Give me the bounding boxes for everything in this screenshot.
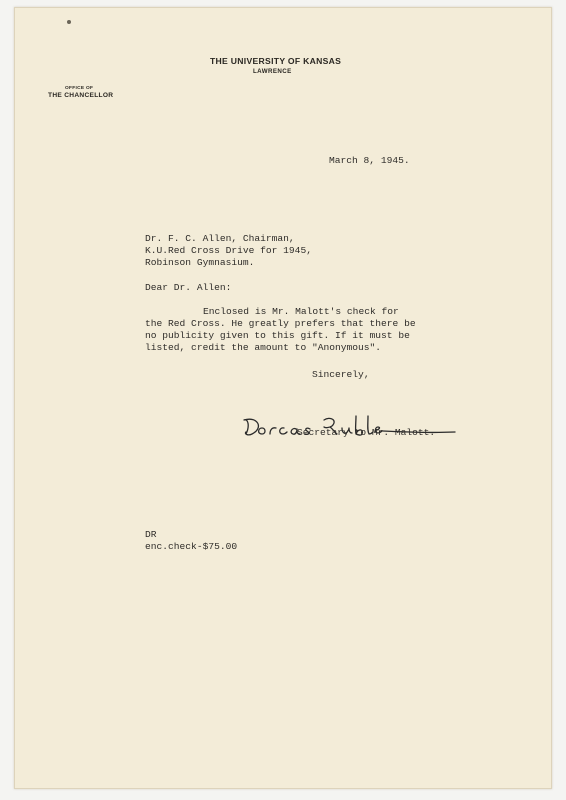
letterhead-university: THE UNIVERSITY OF KANSAS — [210, 56, 342, 66]
signer-title: Secretary to Mr. Malott. — [297, 427, 436, 438]
letterhead-office-of: OFFICE OF — [65, 86, 94, 91]
recipient-line-2: K.U.Red Cross Drive for 1945, — [145, 245, 312, 256]
letterhead-city: LAWRENCE — [253, 68, 292, 75]
letterhead-office-name: THE CHANCELLOR — [48, 92, 114, 99]
recipient-line-1: Dr. F. C. Allen, Chairman, — [145, 233, 295, 244]
salutation: Dear Dr. Allen: — [145, 282, 232, 293]
typist-initials: DR — [145, 529, 157, 540]
closing: Sincerely, — [312, 369, 370, 380]
body-line-1: Enclosed is Mr. Malott's check for — [203, 306, 399, 317]
body-line-2: the Red Cross. He greatly prefers that there be — [145, 318, 416, 329]
enclosure-note: enc.check-$75.00 — [145, 541, 238, 552]
body-line-4: listed, credit the amount to "Anonymous". — [145, 342, 382, 353]
recipient-line-3: Robinson Gymnasium. — [145, 257, 255, 268]
letter-page — [14, 7, 552, 789]
body-line-3: no publicity given to this gift. If it must be — [145, 330, 410, 341]
letter-date: March 8, 1945. — [329, 155, 410, 166]
ink-speck — [67, 20, 71, 24]
